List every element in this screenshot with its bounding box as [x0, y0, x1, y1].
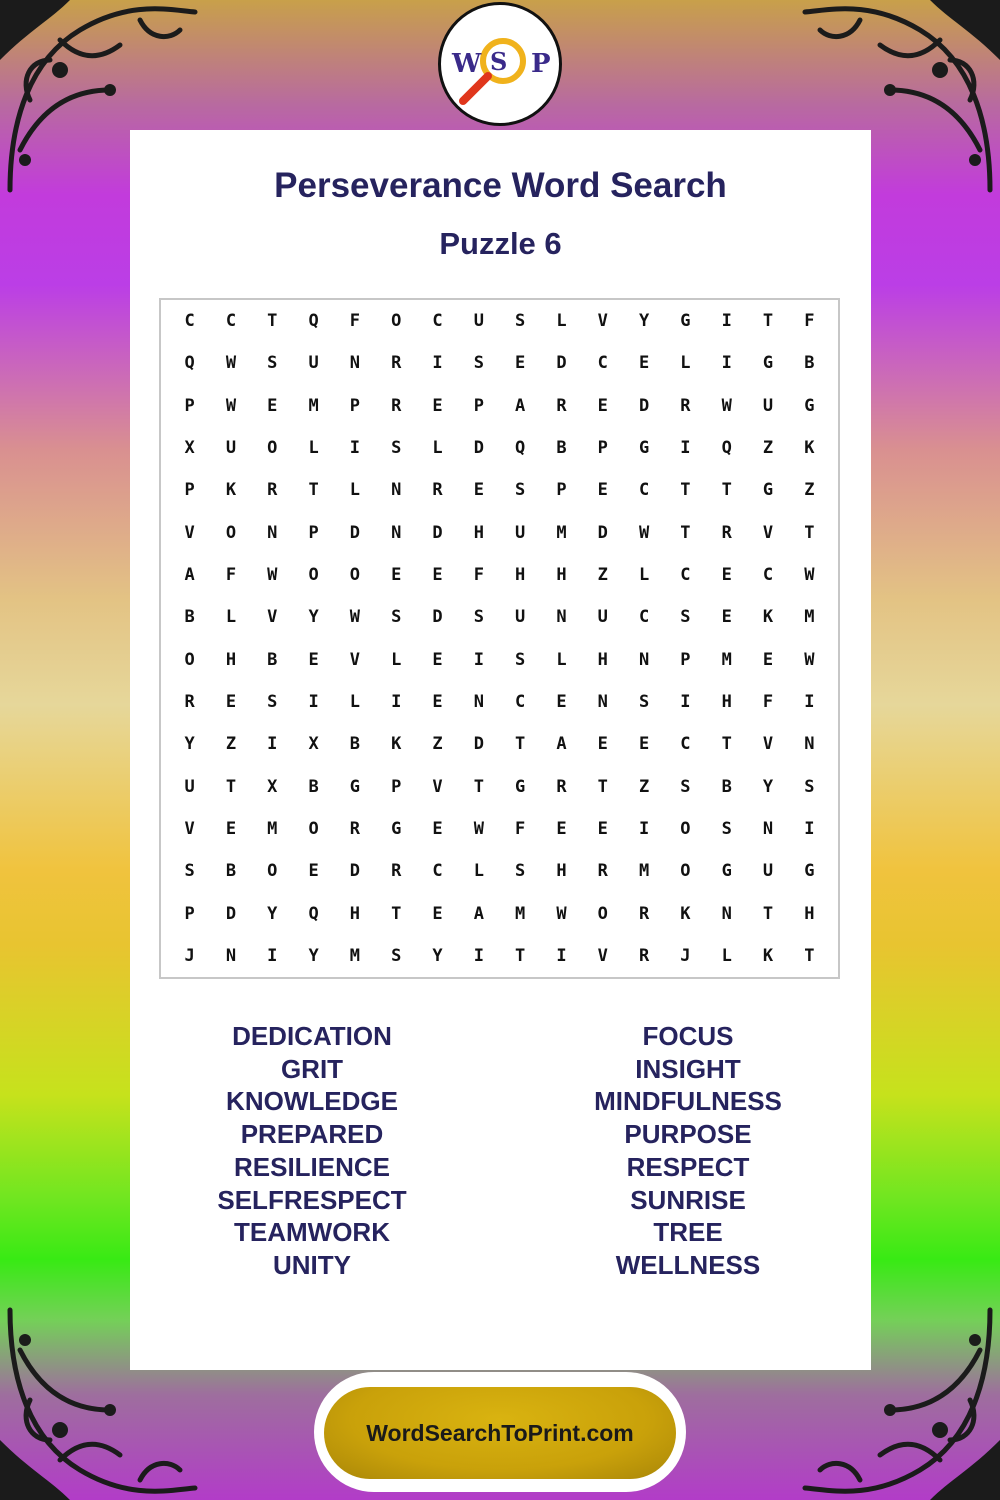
- grid-cell[interactable]: E: [267, 395, 278, 416]
- puzzle-title: Perseverance Word Search: [274, 166, 727, 205]
- grid-cell[interactable]: E: [638, 353, 650, 374]
- grid-cell[interactable]: D: [432, 522, 443, 543]
- grid-cell[interactable]: Z: [638, 776, 650, 797]
- grid-cell[interactable]: U: [515, 522, 526, 543]
- grid-cell[interactable]: T: [515, 945, 526, 966]
- grid-cell[interactable]: B: [225, 861, 237, 882]
- grid-cell[interactable]: D: [638, 395, 650, 416]
- grid-cell[interactable]: E: [432, 818, 443, 839]
- grid-cell[interactable]: Y: [267, 903, 278, 924]
- grid-cell[interactable]: T: [473, 776, 484, 797]
- grid-cell[interactable]: E: [721, 607, 732, 628]
- grid-cell[interactable]: F: [804, 311, 815, 332]
- grid-cell[interactable]: E: [721, 565, 732, 586]
- grid-cell[interactable]: R: [597, 861, 608, 882]
- grid-cell[interactable]: N: [721, 903, 732, 924]
- grid-cell[interactable]: P: [349, 395, 361, 416]
- grid-cell[interactable]: C: [184, 311, 195, 332]
- grid-cell[interactable]: N: [349, 353, 361, 374]
- grid-cell[interactable]: N: [473, 691, 484, 712]
- grid-cell[interactable]: I: [680, 438, 691, 459]
- site-link-button[interactable]: WordSearchToPrint.com: [324, 1387, 676, 1479]
- grid-cell[interactable]: I: [473, 945, 484, 966]
- grid-cell[interactable]: Z: [432, 734, 443, 755]
- grid-cell[interactable]: W: [804, 565, 815, 586]
- word-list-item: TREE: [653, 1217, 723, 1248]
- grid-cell[interactable]: W: [349, 607, 361, 628]
- grid-cell[interactable]: P: [556, 480, 567, 501]
- grid-cell[interactable]: G: [804, 395, 815, 416]
- grid-cell[interactable]: O: [391, 311, 402, 332]
- grid-cell[interactable]: F: [349, 311, 361, 332]
- grid-cell[interactable]: E: [473, 480, 484, 501]
- grid-cell[interactable]: E: [638, 734, 650, 755]
- grid-cell[interactable]: O: [308, 818, 319, 839]
- word-list-item: RESILIENCE: [233, 1151, 391, 1182]
- word-list-item: KNOWLEDGE: [226, 1086, 398, 1117]
- grid-cell[interactable]: N: [597, 691, 608, 712]
- grid-cell[interactable]: T: [391, 903, 402, 924]
- grid-cell[interactable]: L: [308, 438, 319, 459]
- grid-cell[interactable]: X: [267, 776, 278, 797]
- grid-cell[interactable]: E: [556, 691, 567, 712]
- grid-cell[interactable]: Y: [762, 776, 774, 797]
- grid-cell[interactable]: B: [804, 353, 815, 374]
- grid-cell[interactable]: K: [680, 903, 691, 924]
- grid-cell[interactable]: C: [638, 480, 650, 501]
- grid-cell[interactable]: M: [638, 861, 650, 882]
- grid-cell[interactable]: B: [556, 438, 567, 459]
- grid-cell[interactable]: G: [638, 438, 650, 459]
- grid-cell[interactable]: R: [556, 395, 567, 416]
- wsp-logo[interactable]: [438, 2, 562, 126]
- grid-cell[interactable]: Z: [597, 565, 608, 586]
- grid-cell[interactable]: D: [597, 522, 608, 543]
- grid-cell[interactable]: E: [432, 691, 443, 712]
- grid-cell[interactable]: R: [638, 945, 650, 966]
- grid-cell[interactable]: I: [432, 353, 443, 374]
- grid-cell[interactable]: A: [556, 734, 567, 755]
- grid-cell[interactable]: E: [762, 649, 774, 670]
- grid-cell[interactable]: F: [515, 818, 526, 839]
- grid-cell[interactable]: A: [184, 565, 195, 586]
- grid-cell[interactable]: I: [680, 691, 691, 712]
- grid-cell[interactable]: F: [225, 565, 237, 586]
- word-list-item: DEDICATION: [232, 1021, 392, 1051]
- grid-cell[interactable]: U: [597, 607, 608, 628]
- grid-cell[interactable]: R: [638, 903, 650, 924]
- grid-cell[interactable]: L: [391, 649, 402, 670]
- grid-cell[interactable]: B: [721, 776, 732, 797]
- grid-cell[interactable]: W: [804, 649, 815, 670]
- grid-cell[interactable]: E: [308, 861, 319, 882]
- grid-cell[interactable]: S: [391, 438, 402, 459]
- grid-cell[interactable]: L: [225, 607, 237, 628]
- grid-cell[interactable]: F: [473, 565, 484, 586]
- grid-cell[interactable]: L: [556, 311, 567, 332]
- grid-cell[interactable]: U: [762, 395, 774, 416]
- grid-cell[interactable]: H: [556, 565, 567, 586]
- grid-cell[interactable]: T: [721, 480, 732, 501]
- grid-cell[interactable]: S: [721, 818, 732, 839]
- letter-grid[interactable]: [159, 298, 840, 979]
- footer-badge: [314, 1372, 686, 1492]
- grid-cell[interactable]: E: [432, 395, 443, 416]
- grid-cell[interactable]: L: [349, 480, 361, 501]
- grid-cell[interactable]: S: [515, 861, 526, 882]
- grid-cell[interactable]: E: [597, 818, 608, 839]
- grid-cell[interactable]: R: [349, 818, 361, 839]
- grid-cell[interactable]: M: [349, 945, 361, 966]
- word-list-item: TEAMWORK: [234, 1217, 390, 1248]
- grid-cell[interactable]: T: [515, 734, 526, 755]
- word-list-item: PURPOSE: [624, 1119, 752, 1150]
- grid-cell[interactable]: G: [680, 311, 691, 332]
- grid-cell[interactable]: T: [721, 734, 732, 755]
- grid-cell[interactable]: C: [680, 734, 691, 755]
- grid-cell[interactable]: C: [680, 565, 691, 586]
- grid-cell[interactable]: P: [184, 480, 195, 501]
- word-list-item: MINDFULNESS: [594, 1086, 782, 1117]
- grid-cell[interactable]: D: [556, 353, 567, 374]
- grid-cell[interactable]: B: [184, 607, 195, 628]
- grid-cell[interactable]: I: [391, 691, 402, 712]
- grid-cell[interactable]: X: [308, 734, 319, 755]
- grid-cell[interactable]: B: [267, 649, 278, 670]
- grid-cell[interactable]: Y: [432, 945, 443, 966]
- grid-cell[interactable]: U: [308, 353, 319, 374]
- grid-cell[interactable]: L: [473, 861, 484, 882]
- grid-cell[interactable]: O: [267, 438, 278, 459]
- grid-cell[interactable]: V: [349, 649, 361, 670]
- grid-cell[interactable]: T: [804, 945, 815, 966]
- grid-cell[interactable]: G: [721, 861, 732, 882]
- grid-cell[interactable]: J: [184, 945, 195, 966]
- grid-cell[interactable]: S: [473, 353, 484, 374]
- grid-cell[interactable]: O: [267, 861, 278, 882]
- grid-cell[interactable]: S: [391, 607, 402, 628]
- grid-cell[interactable]: M: [308, 395, 319, 416]
- grid-cell[interactable]: E: [432, 903, 443, 924]
- grid-cell[interactable]: Y: [184, 734, 195, 755]
- grid-cell[interactable]: H: [349, 903, 361, 924]
- grid-cell[interactable]: Q: [721, 438, 732, 459]
- grid-cell[interactable]: K: [762, 945, 774, 966]
- grid-cell[interactable]: Z: [804, 480, 815, 501]
- grid-cell[interactable]: G: [762, 353, 774, 374]
- grid-cell[interactable]: O: [680, 861, 691, 882]
- grid-cell[interactable]: R: [391, 861, 402, 882]
- grid-cell[interactable]: D: [473, 734, 484, 755]
- grid-cell[interactable]: M: [267, 818, 278, 839]
- grid-cell[interactable]: H: [804, 903, 815, 924]
- grid-cell[interactable]: I: [721, 311, 732, 332]
- grid-cell[interactable]: R: [184, 691, 195, 712]
- grid-cell[interactable]: D: [225, 903, 237, 924]
- grid-cell[interactable]: Y: [308, 607, 319, 628]
- grid-cell[interactable]: N: [762, 818, 774, 839]
- grid-cell[interactable]: T: [308, 480, 319, 501]
- grid-cell[interactable]: G: [391, 818, 402, 839]
- grid-cell[interactable]: K: [391, 734, 402, 755]
- grid-cell[interactable]: I: [638, 818, 650, 839]
- grid-cell[interactable]: D: [432, 607, 443, 628]
- grid-cell[interactable]: Y: [638, 311, 650, 332]
- grid-cell[interactable]: P: [184, 903, 195, 924]
- grid-cell[interactable]: E: [225, 691, 237, 712]
- grid-cell[interactable]: R: [391, 395, 402, 416]
- grid-cell[interactable]: Z: [762, 438, 774, 459]
- grid-cell[interactable]: C: [432, 311, 443, 332]
- grid-cell[interactable]: E: [597, 395, 608, 416]
- grid-cell[interactable]: D: [473, 438, 484, 459]
- grid-cell[interactable]: U: [762, 861, 774, 882]
- grid-cell[interactable]: T: [597, 776, 608, 797]
- grid-cell[interactable]: C: [762, 565, 774, 586]
- grid-cell[interactable]: W: [721, 395, 732, 416]
- grid-cell[interactable]: I: [308, 691, 319, 712]
- grid-cell[interactable]: W: [267, 565, 278, 586]
- grid-cell[interactable]: E: [308, 649, 319, 670]
- grid-cell[interactable]: V: [267, 607, 278, 628]
- grid-cell[interactable]: R: [391, 353, 402, 374]
- grid-cell[interactable]: Q: [184, 353, 195, 374]
- grid-cell[interactable]: I: [267, 734, 278, 755]
- grid-cell[interactable]: E: [597, 734, 608, 755]
- grid-cell[interactable]: N: [391, 480, 402, 501]
- grid-cell[interactable]: G: [762, 480, 774, 501]
- grid-cell[interactable]: C: [638, 607, 650, 628]
- grid-cell[interactable]: V: [432, 776, 443, 797]
- grid-cell[interactable]: P: [391, 776, 402, 797]
- grid-cell[interactable]: I: [804, 818, 815, 839]
- grid-cell[interactable]: M: [721, 649, 732, 670]
- grid-cell[interactable]: T: [762, 903, 774, 924]
- grid-cell[interactable]: U: [473, 311, 484, 332]
- grid-cell[interactable]: L: [432, 438, 443, 459]
- grid-cell[interactable]: L: [721, 945, 732, 966]
- grid-cell[interactable]: H: [225, 649, 237, 670]
- grid-cell[interactable]: S: [638, 691, 650, 712]
- grid-cell[interactable]: S: [804, 776, 815, 797]
- grid-cell[interactable]: D: [349, 861, 361, 882]
- grid-cell[interactable]: H: [556, 861, 567, 882]
- grid-cell[interactable]: I: [267, 945, 278, 966]
- grid-cell[interactable]: T: [680, 480, 691, 501]
- grid-cell[interactable]: L: [349, 691, 361, 712]
- word-list-item: INSIGHT: [635, 1053, 741, 1084]
- grid-cell[interactable]: F: [762, 691, 774, 712]
- grid-cell[interactable]: T: [680, 522, 691, 543]
- grid-cell[interactable]: P: [308, 522, 319, 543]
- word-list-item: RESPECT: [626, 1151, 750, 1182]
- grid-cell[interactable]: J: [680, 945, 691, 966]
- grid-cell[interactable]: O: [680, 818, 691, 839]
- grid-cell[interactable]: R: [721, 522, 732, 543]
- grid-cell[interactable]: G: [349, 776, 361, 797]
- grid-cell[interactable]: M: [556, 522, 567, 543]
- grid-cell[interactable]: K: [804, 438, 815, 459]
- grid-cell[interactable]: O: [597, 903, 608, 924]
- logo-letter-p: P: [531, 49, 551, 79]
- grid-cell[interactable]: E: [432, 649, 443, 670]
- grid-cell[interactable]: M: [804, 607, 815, 628]
- grid-cell[interactable]: G: [804, 861, 815, 882]
- puzzle-card: [130, 130, 871, 1370]
- word-list-item: SELFRESPECT: [217, 1184, 407, 1215]
- grid-cell[interactable]: Q: [308, 903, 319, 924]
- word-list-item: SUNRISE: [630, 1184, 746, 1215]
- grid-cell[interactable]: E: [432, 565, 443, 586]
- grid-cell[interactable]: S: [391, 945, 402, 966]
- grid-cell[interactable]: I: [349, 438, 361, 459]
- grid-cell[interactable]: U: [184, 776, 195, 797]
- word-list-right: [538, 1020, 838, 1282]
- grid-cell[interactable]: V: [762, 734, 774, 755]
- grid-cell[interactable]: B: [308, 776, 319, 797]
- grid-cell[interactable]: H: [721, 691, 732, 712]
- logo-letter-s: S: [490, 47, 508, 76]
- grid-cell[interactable]: S: [267, 353, 278, 374]
- grid-cell[interactable]: S: [680, 776, 691, 797]
- grid-cell[interactable]: N: [267, 522, 278, 543]
- grid-cell[interactable]: K: [762, 607, 774, 628]
- grid-cell[interactable]: V: [597, 311, 608, 332]
- grid-cell[interactable]: D: [349, 522, 361, 543]
- word-list-item: GRIT: [280, 1053, 344, 1084]
- grid-cell[interactable]: C: [597, 353, 608, 374]
- word-list-item: FOCUS: [642, 1021, 734, 1051]
- grid-cell[interactable]: N: [225, 945, 237, 966]
- logo-letter-w: W: [452, 49, 482, 79]
- grid-cell[interactable]: W: [638, 522, 650, 543]
- grid-cell[interactable]: I: [804, 691, 815, 712]
- grid-cell[interactable]: S: [473, 607, 484, 628]
- grid-cell[interactable]: P: [597, 438, 608, 459]
- grid-cell[interactable]: W: [556, 903, 567, 924]
- grid-cell[interactable]: Q: [515, 438, 526, 459]
- word-list-item: UNITY: [273, 1249, 351, 1280]
- grid-cell[interactable]: H: [597, 649, 608, 670]
- grid-cell[interactable]: R: [267, 480, 278, 501]
- grid-cell[interactable]: N: [391, 522, 402, 543]
- grid-cell[interactable]: A: [473, 903, 484, 924]
- grid-cell[interactable]: W: [225, 395, 237, 416]
- grid-cell[interactable]: X: [184, 438, 195, 459]
- grid-cell[interactable]: C: [225, 311, 237, 332]
- grid-cell[interactable]: C: [515, 691, 526, 712]
- grid-cell[interactable]: P: [680, 649, 691, 670]
- grid-cell[interactable]: C: [432, 861, 443, 882]
- grid-cell[interactable]: U: [225, 438, 237, 459]
- grid-cell[interactable]: T: [804, 522, 815, 543]
- grid-cell[interactable]: V: [184, 522, 195, 543]
- grid-cell[interactable]: G: [515, 776, 526, 797]
- grid-cell[interactable]: L: [556, 649, 567, 670]
- word-list-item: WELLNESS: [615, 1249, 761, 1280]
- word-list-item: PREPARED: [240, 1119, 384, 1150]
- grid-cell[interactable]: L: [680, 353, 691, 374]
- word-list-left: [162, 1020, 462, 1282]
- grid-cell[interactable]: B: [349, 734, 361, 755]
- grid-cell[interactable]: Y: [308, 945, 319, 966]
- grid-cell[interactable]: T: [762, 311, 774, 332]
- grid-cell[interactable]: R: [432, 480, 443, 501]
- grid-cell[interactable]: I: [556, 945, 567, 966]
- grid-cell[interactable]: W: [225, 353, 237, 374]
- grid-cell[interactable]: H: [515, 565, 526, 586]
- grid-cell[interactable]: I: [721, 353, 732, 374]
- grid-cell[interactable]: H: [473, 522, 484, 543]
- grid-cell[interactable]: S: [680, 607, 691, 628]
- grid-cell[interactable]: P: [473, 395, 484, 416]
- grid-cell[interactable]: U: [515, 607, 526, 628]
- grid-cell[interactable]: E: [225, 818, 237, 839]
- puzzle-subtitle: Puzzle 6: [439, 226, 562, 261]
- grid-cell[interactable]: S: [515, 311, 526, 332]
- grid-cell[interactable]: E: [515, 353, 526, 374]
- grid-cell[interactable]: V: [184, 818, 195, 839]
- grid-cell[interactable]: O: [349, 565, 361, 586]
- grid-cell[interactable]: R: [680, 395, 691, 416]
- grid-cell[interactable]: M: [515, 903, 526, 924]
- grid-cell[interactable]: Q: [308, 311, 319, 332]
- grid-cell[interactable]: L: [638, 565, 650, 586]
- grid-cell[interactable]: I: [473, 649, 484, 670]
- grid-cell[interactable]: A: [515, 395, 526, 416]
- grid-cell[interactable]: V: [597, 945, 608, 966]
- grid-cell[interactable]: S: [515, 480, 526, 501]
- grid-cell[interactable]: W: [473, 818, 484, 839]
- grid-cell[interactable]: S: [267, 691, 278, 712]
- grid-cell[interactable]: O: [225, 522, 237, 543]
- grid-cell[interactable]: N: [804, 734, 815, 755]
- grid-cell[interactable]: O: [308, 565, 319, 586]
- grid-cell[interactable]: E: [391, 565, 402, 586]
- grid-cell[interactable]: E: [597, 480, 608, 501]
- grid-cell[interactable]: N: [638, 649, 650, 670]
- grid-cell[interactable]: Z: [225, 734, 237, 755]
- grid-cell[interactable]: S: [515, 649, 526, 670]
- grid-cell[interactable]: T: [225, 776, 237, 797]
- grid-cell[interactable]: R: [556, 776, 567, 797]
- grid-cell[interactable]: N: [556, 607, 567, 628]
- grid-cell[interactable]: V: [762, 522, 774, 543]
- grid-cell[interactable]: P: [184, 395, 195, 416]
- grid-cell[interactable]: E: [556, 818, 567, 839]
- grid-cell[interactable]: K: [225, 480, 237, 501]
- grid-cell[interactable]: T: [267, 311, 278, 332]
- grid-cell[interactable]: S: [184, 861, 195, 882]
- grid-cell[interactable]: O: [184, 649, 195, 670]
